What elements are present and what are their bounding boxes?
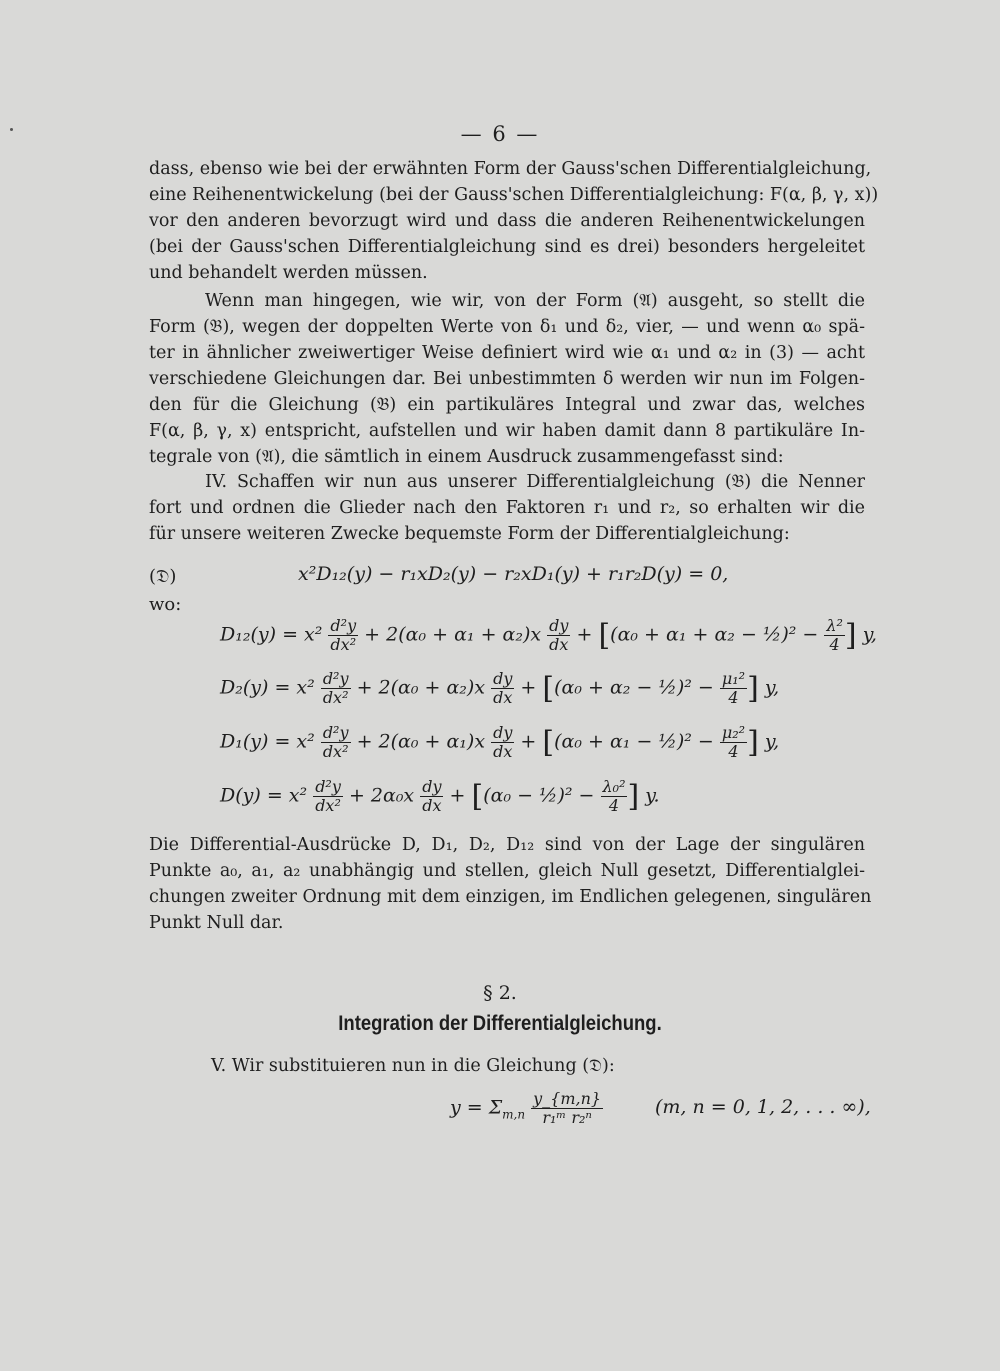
text-line: verschiedene Gleichungen dar. Bei unbestimmten δ werden wir nun im Folgen- [149, 369, 865, 389]
frac-num: μ₁² [721, 669, 746, 688]
eq-equals: = x² [266, 784, 308, 807]
frac-num: dy [493, 723, 513, 742]
left-bracket: [ [542, 725, 555, 760]
text-line: und behandelt werden müssen. [149, 263, 428, 283]
left-bracket: [ [542, 671, 555, 706]
eq-mid: + 2(α₀ + α₂)x [356, 676, 486, 699]
fraction [321, 670, 351, 707]
fraction [313, 778, 343, 815]
text-line: tegrale von (𝔄), die sämtlich in einem Ausdruck zusammengefasst sind: [149, 447, 784, 467]
equation-row: D₁₂(y) = x² $\frac{\text{d²y}}{\text{dx²}}$ + 2(α₀ + α₁ + α₂)x $\frac{dy}{dx}$ + [(α₀ + α₁ + α₂ − ½)² − $\frac{\text{λ²}}{4}$ ] y, [220, 616, 877, 654]
text-line: fort und ordnen die Glieder nach den Faktoren r₁ und r₂, so erhalten wir die [149, 498, 865, 518]
left-bracket: [ [598, 618, 611, 653]
frac-den: dx [422, 796, 442, 815]
text-line: Form (𝔅), wegen der doppelten Werte von δ₁ und δ₂, vier, — und wenn α₀ spä- [149, 317, 865, 337]
section-mark: § 2. [483, 982, 517, 1004]
eq-tail: y. [645, 784, 660, 807]
text-line: ter in ähnlicher zweiwertiger Weise definiert wird wie α₁ und α₂ in (3) — acht [149, 343, 865, 363]
fraction [720, 670, 747, 707]
right-bracket: ] [747, 725, 759, 760]
eq-equals: = x² [274, 676, 315, 699]
frac-num: λ₀² [602, 777, 626, 796]
eq-lhs: y = Σ [450, 1096, 503, 1119]
right-bracket: ] [844, 618, 857, 653]
eq-equals: = x² [274, 730, 315, 753]
frac-num: d²y [315, 777, 341, 796]
eq-mid: + 2(α₀ + α₁)x [356, 730, 486, 753]
eq-lhs: D₁(y) [220, 730, 269, 753]
fraction [491, 670, 514, 707]
frac-den: 4 [829, 635, 840, 654]
frac-den: r₁ᵐ r₂ⁿ [542, 1108, 592, 1127]
eq-equals: = x² [282, 623, 323, 646]
text-line: IV. Schaffen wir nun aus unserer Differentialgleichung (𝔅) die Nenner [205, 472, 865, 492]
equation-row: D(y) = x² $\frac{\text{d²y}}{\text{dx²}}$ + 2α₀x $\frac{dy}{dx}$ + [(α₀ − ½)² − $\frac{\text{λ₀²}}{4}$ ] y. [220, 777, 660, 815]
fraction [547, 617, 570, 654]
text-line: Punkte a₀, a₁, a₂ unabhängig und stellen, gleich Null gesetzt, Differentialglei- [149, 861, 865, 881]
frac-num: dy [549, 616, 569, 635]
frac-den: dx² [322, 688, 349, 707]
frac-den: dx [493, 742, 513, 761]
text-line: chungen zweiter Ordnung mit dem einzigen, im Endlichen gelegenen, singulären [149, 887, 872, 907]
fraction [601, 778, 628, 815]
frac-num: y_{m,n} [533, 1089, 602, 1108]
frac-den: dx [493, 688, 513, 707]
page-number: — 6 — [460, 122, 540, 146]
text-line: (bei der Gauss'schen Differentialgleichung sind es drei) besonders hergeleitet [149, 237, 865, 257]
frac-num: dy [493, 669, 513, 688]
eq-inner: (α₀ + α₂ − ½)² − [554, 676, 714, 699]
text-line: Die Differential-Ausdrücke D, D₁, D₂, D₁₂ sind von der Lage der singulären [149, 835, 865, 855]
frac-den: 4 [728, 688, 739, 707]
paragraph-3 [149, 469, 865, 547]
eq-lhs: D₂(y) [220, 676, 269, 699]
fraction [824, 617, 845, 654]
frac-num: d²y [322, 723, 349, 742]
wo-label: wo: [149, 594, 182, 615]
frac-den: 4 [728, 742, 739, 761]
paragraph-4 [149, 832, 872, 936]
eq-mid: + 2α₀x [348, 784, 415, 807]
text-line: den für die Gleichung (𝔅) ein partikuläres Integral und zwar das, welches [149, 395, 865, 415]
text-line: Punkt Null dar. [149, 913, 284, 933]
index-range: (m, n = 0, 1, 2, . . . ∞), [655, 1096, 871, 1118]
paragraph-2 [149, 288, 865, 470]
fraction [420, 778, 443, 815]
fraction [720, 724, 747, 761]
eq-inner: (α₀ + α₁ − ½)² − [554, 730, 714, 753]
frac-den: dx² [330, 635, 357, 654]
frac-den: dx² [315, 796, 341, 815]
fraction [321, 724, 351, 761]
sum-subscript: m,n [502, 1107, 526, 1122]
text-line: eine Reihenentwickelung (bei der Gauss'schen Differentialgleichung: F(α, β, γ, x)) [149, 185, 879, 205]
fraction [491, 724, 514, 761]
frac-num: dy [422, 777, 442, 796]
eq-lhs: D(y) [220, 784, 261, 807]
eq-mid: + 2(α₀ + α₁ + α₂)x [364, 623, 542, 646]
eq-inner: (α₀ + α₁ + α₂ − ½)² − [610, 623, 819, 646]
text-line: für unsere weiteren Zwecke bequemste Form der Differentialgleichung: [149, 524, 790, 544]
frac-num: μ₂² [721, 723, 746, 742]
frac-den: dx [549, 635, 569, 654]
series-equation [450, 1090, 603, 1127]
right-bracket: ] [627, 779, 640, 814]
eq-inner: (α₀ − ½)² − [483, 784, 595, 807]
frac-num: d²y [322, 669, 349, 688]
text-line: F(α, β, γ, x) entspricht, aufstellen und wir haben damit dann 8 partikuläre In- [149, 421, 865, 441]
paragraph-1 [149, 156, 879, 286]
frac-den: dx² [322, 742, 349, 761]
section-heading: Integration der Differentialgleichung. [338, 1012, 662, 1035]
equation-row: D₂(y) = x² $\frac{\text{d²y}}{\text{dx²}}$ + 2(α₀ + α₂)x $\frac{dy}{dx}$ + [(α₀ + α₂ − ½)² − $\frac{\text{μ₁²}}{4}$ ] y, [220, 669, 780, 707]
text-line: vor den anderen bevorzugt wird und dass die anderen Reihenentwickelungen [149, 211, 865, 231]
equation-row: D₁(y) = x² $\frac{\text{d²y}}{\text{dx²}}$ + 2(α₀ + α₁)x $\frac{dy}{dx}$ + [(α₀ + α₁ − ½)² − $\frac{\text{μ₂²}}{4}$ ] y, [220, 723, 780, 761]
fraction [328, 617, 358, 654]
eq-tail: y, [764, 676, 780, 699]
eq-tail: y, [764, 730, 780, 753]
left-bracket: [ [471, 779, 484, 814]
text-line: Wenn man hingegen, wie wir, von der Form (𝔄) ausgeht, so stellt die [205, 291, 865, 311]
fraction [531, 1090, 603, 1127]
main-equation: x²D₁₂(y) − r₁xD₂(y) − r₂xD₁(y) + r₁r₂D(y) = 0, [298, 563, 729, 585]
eq-tail: y, [862, 623, 877, 646]
paragraph-5: V. Wir substituieren nun in die Gleichung (𝔇): [211, 1056, 615, 1076]
equation-label: (𝔇) [149, 566, 177, 587]
frac-den: 4 [608, 796, 620, 815]
frac-num: d²y [330, 616, 357, 635]
eq-lhs: D₁₂(y) [220, 623, 277, 646]
text-line: dass, ebenso wie bei der erwähnten Form der Gauss'schen Differentialgleichung, [149, 159, 872, 179]
right-bracket: ] [747, 671, 759, 706]
frac-num: λ² [826, 616, 843, 635]
